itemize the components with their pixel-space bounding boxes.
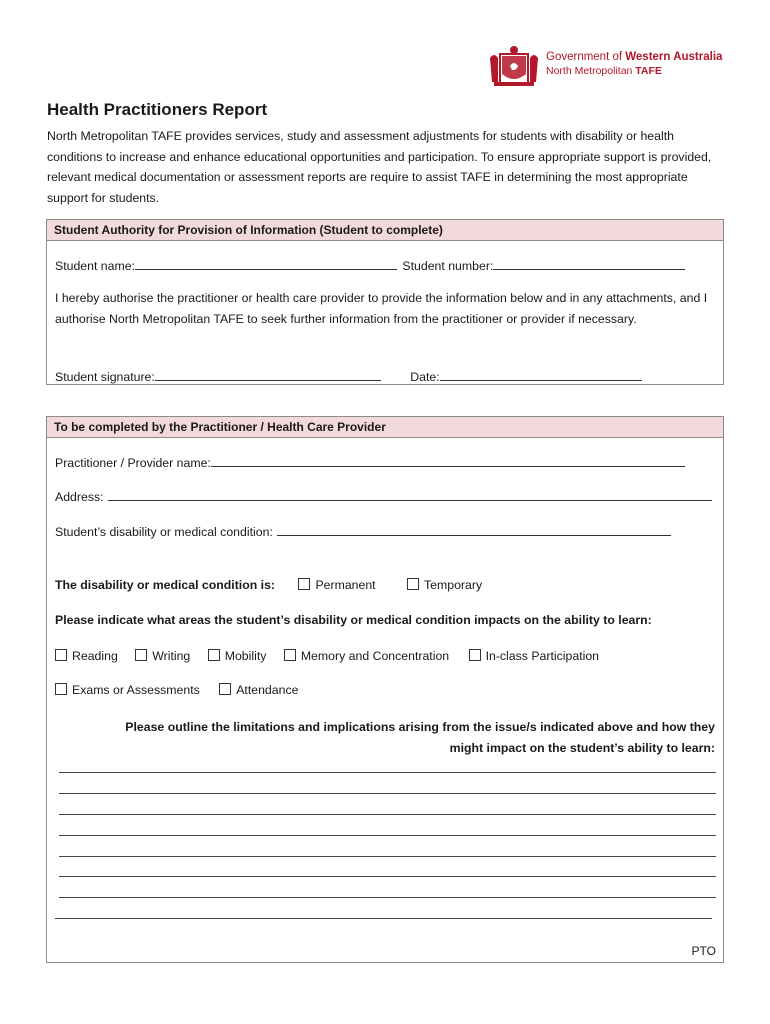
student-name-row bbox=[55, 257, 685, 273]
response-line[interactable] bbox=[59, 856, 716, 857]
response-line[interactable] bbox=[59, 897, 716, 898]
wa-crest-icon bbox=[488, 44, 540, 88]
response-line[interactable] bbox=[59, 793, 716, 794]
area-in-class[interactable]: In-class Participation bbox=[469, 649, 599, 663]
memory-checkbox[interactable] bbox=[284, 649, 296, 661]
area-exams[interactable]: Exams or Assessments bbox=[55, 683, 200, 697]
section2-header: To be completed by the Practitioner / Health Care Provider bbox=[47, 417, 723, 438]
attendance-checkbox[interactable] bbox=[219, 683, 231, 695]
provider-row bbox=[55, 454, 685, 470]
response-line[interactable] bbox=[59, 814, 716, 815]
condition-field[interactable] bbox=[277, 523, 671, 536]
exams-checkbox[interactable] bbox=[55, 683, 67, 695]
student-name-label: Student name: bbox=[55, 259, 135, 273]
student-number-label: Student number: bbox=[402, 259, 494, 273]
condition-label: Student’s disability or medical condition: bbox=[55, 525, 273, 539]
student-name-field[interactable] bbox=[135, 257, 397, 270]
temporary-checkbox[interactable] bbox=[407, 578, 419, 590]
area-reading[interactable]: Reading bbox=[55, 649, 118, 663]
section1-header: Student Authority for Provision of Information (Student to complete) bbox=[47, 220, 723, 241]
condition-type-label: The disability or medical condition is: bbox=[55, 578, 276, 592]
signature-field[interactable] bbox=[155, 368, 381, 381]
address-field[interactable] bbox=[108, 488, 712, 501]
nm-tafe-text: North Metropolitan TAFE bbox=[546, 65, 662, 77]
area-mobility[interactable]: Mobility bbox=[208, 649, 267, 663]
outline-prompt: Please outline the limitations and implications arising from the issue/s indicated above and how they might impact on the student’s ability to learn: bbox=[125, 720, 715, 755]
student-number-field[interactable] bbox=[493, 257, 685, 270]
provider-label: Practitioner / Provider name: bbox=[55, 456, 211, 470]
response-line[interactable] bbox=[59, 835, 716, 836]
practitioner-section bbox=[46, 416, 724, 963]
writing-checkbox[interactable] bbox=[135, 649, 147, 661]
areas-row-2 bbox=[55, 683, 298, 697]
areas-row-1 bbox=[55, 649, 599, 663]
page-title: Health Practitioners Report bbox=[47, 100, 268, 119]
condition-row bbox=[55, 523, 671, 539]
date-label: Date: bbox=[410, 370, 440, 384]
in-class-checkbox[interactable] bbox=[469, 649, 481, 661]
student-authority-section bbox=[46, 219, 724, 385]
address-row bbox=[55, 488, 712, 504]
impact-question: Please indicate what areas the student’s disability or medical condition impacts on the ability to learn: bbox=[55, 613, 652, 627]
signature-label: Student signature: bbox=[55, 370, 155, 384]
intro-paragraph: North Metropolitan TAFE provides services, study and assessment adjustments for students with disability or health conditions to increase and enhance educational opportunities and participation. To ensure appropriate support is provided, relevant medical documentation or assessment reports are require to assist TAFE in determining the most appropriate support for students. bbox=[47, 129, 712, 205]
signature-row bbox=[55, 368, 642, 384]
reading-checkbox[interactable] bbox=[55, 649, 67, 661]
date-field[interactable] bbox=[440, 368, 642, 381]
authorisation-text: I hereby authorise the practitioner or health care provider to provide the information below and in any attachments, and I authorise North Metropolitan TAFE to seek further information from the practitioner or provider if necessary. bbox=[55, 291, 708, 326]
permanent-option[interactable]: Permanent bbox=[298, 578, 375, 592]
area-writing[interactable]: Writing bbox=[135, 649, 190, 663]
response-line[interactable] bbox=[59, 876, 716, 877]
response-line[interactable] bbox=[59, 772, 716, 773]
condition-type-row bbox=[55, 578, 482, 592]
logo bbox=[488, 44, 728, 90]
pto-label: PTO bbox=[691, 944, 716, 958]
provider-field[interactable] bbox=[211, 454, 685, 467]
address-label: Address: bbox=[55, 490, 104, 504]
temporary-option[interactable]: Temporary bbox=[407, 578, 482, 592]
area-memory[interactable]: Memory and Concentration bbox=[284, 649, 449, 663]
area-attendance[interactable]: Attendance bbox=[219, 683, 298, 697]
response-line[interactable] bbox=[55, 918, 712, 919]
permanent-checkbox[interactable] bbox=[298, 578, 310, 590]
mobility-checkbox[interactable] bbox=[208, 649, 220, 661]
gov-wa-text: Government of Western Australia bbox=[546, 51, 723, 63]
